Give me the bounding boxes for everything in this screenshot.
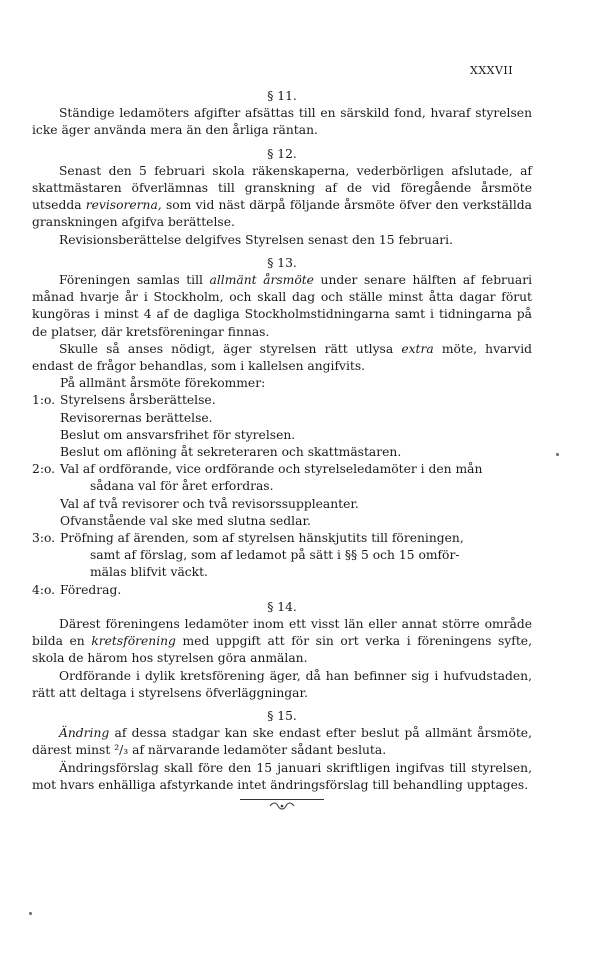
paragraph: Ordförande i dylik kretsförening äger, då han befinner sig i hufvudstaden, rätt att deltaga i styrelsens öfverläggningar. [32,668,532,700]
list-item-3: 3:o. Pröfning af ärenden, som af styrelsen hänskjutits till föreningen, [32,530,532,547]
paragraph: Föreningen samlas till allmänt årsmöte under senare hälften af februari månad hvarje år i Stockholm, och skall dag och ställe minst åtta dagar förut kungöras i minst 4 af de dagliga Stockholmstidningarna samt i tidningarna på de platser, där kretsföreningar finnas. [32,272,532,339]
list-line: sådana val för året erfordras. [90,479,274,494]
list-line: Val af två revisorer och två revisorssuppleanter. [60,496,359,511]
page-number: XXXVII [470,64,514,77]
section-14 [32,599,532,702]
section-heading: § 13. [267,255,297,270]
list-intro: På allmänt årsmöte förekommer: [60,376,266,391]
paragraph: Ständige ledamöters afgifter afsättas till en särskild fond, hvaraf styrelsen icke äger använda mera än den årliga räntan. [32,106,532,138]
paragraph: Ändring af dessa stadgar kan ske endast efter beslut på allmänt årsmöte, därest minst ²/₃ af närvarande ledamöter sådant besluta. [32,726,532,758]
list-number: 1:o. [32,393,56,408]
section-heading: § 11. [267,89,297,103]
document-body [32,88,532,814]
paragraph: Ändringsförslag skall före den 15 januari skriftligen ingifvas till styrelsen, mot hvars enhälliga afstyrkande intet ändringsförslag till behandling upptages. [32,760,532,792]
emphasis: extra [401,341,434,356]
list-line: Revisorernas berättelse. [60,410,213,425]
emphasis: kretsförening [91,634,176,649]
emphasis: allmänt årsmöte [209,272,314,287]
list-line: Ofvanstående val ske med slutna sedlar. [60,513,311,528]
section-heading: § 12. [267,146,297,161]
emphasis: revisorerna, [85,198,162,213]
paragraph: Därest föreningens ledamöter inom ett visst län eller annat större område bilda en kretsförening med uppgift att för sin ort verka i föreningens syfte, skola de härom hos styrelsen göra anmälan. [32,617,532,666]
list-line: Beslut om ansvarsfrihet för styrelsen. [60,427,296,442]
list-number: 2:o. [32,462,56,477]
section-11 [32,88,532,140]
paragraph: Skulle så anses nödigt, äger styrelsen rätt utlysa extra möte, hvarvid endast de frågor behandlas, som i kallelsen angifvits. [32,341,532,373]
section-heading: § 15. [267,709,297,724]
list-number: 4:o. [32,582,56,597]
list-item-4: 4:o. Föredrag. [32,582,532,599]
section-13 [32,255,532,599]
emphasis: Ändring [59,726,110,741]
end-rule [240,799,324,800]
section-heading: § 14. [267,599,297,614]
end-ornament [32,802,532,814]
list-line: samt af förslag, som af ledamot på sätt i §§ 5 och 15 omför- [90,548,460,563]
list-item-2: 2:o. Val af ordförande, vice ordförande och styrelseledamöter i den mån [32,461,532,478]
ornament-icon [269,802,295,810]
fraction: ²/₃ [114,743,129,758]
section-12 [32,146,532,249]
paragraph: Revisionsberättelse delgifves Styrelsen senast den 15 februari. [59,232,454,247]
ink-speck [29,912,32,915]
list-item-1: 1:o. Styrelsens årsberättelse. [32,392,532,409]
list-line: mälas blifvit väckt. [90,565,208,580]
list-line: Beslut om aflöning åt sekreteraren och skattmästaren. [60,445,402,460]
ink-speck [556,453,559,456]
list-number: 3:o. [32,531,56,546]
section-15 [32,708,532,794]
paragraph: Senast den 5 februari skola räkenskaperna, vederbörligen afslutade, af skattmästaren öfverlämnas till granskning af de vid föregående årsmöte utsedda revisorerna, som vid näst därpå följande årsmöte öfver den verkställda granskningen afgifva berättelse. [32,163,532,230]
